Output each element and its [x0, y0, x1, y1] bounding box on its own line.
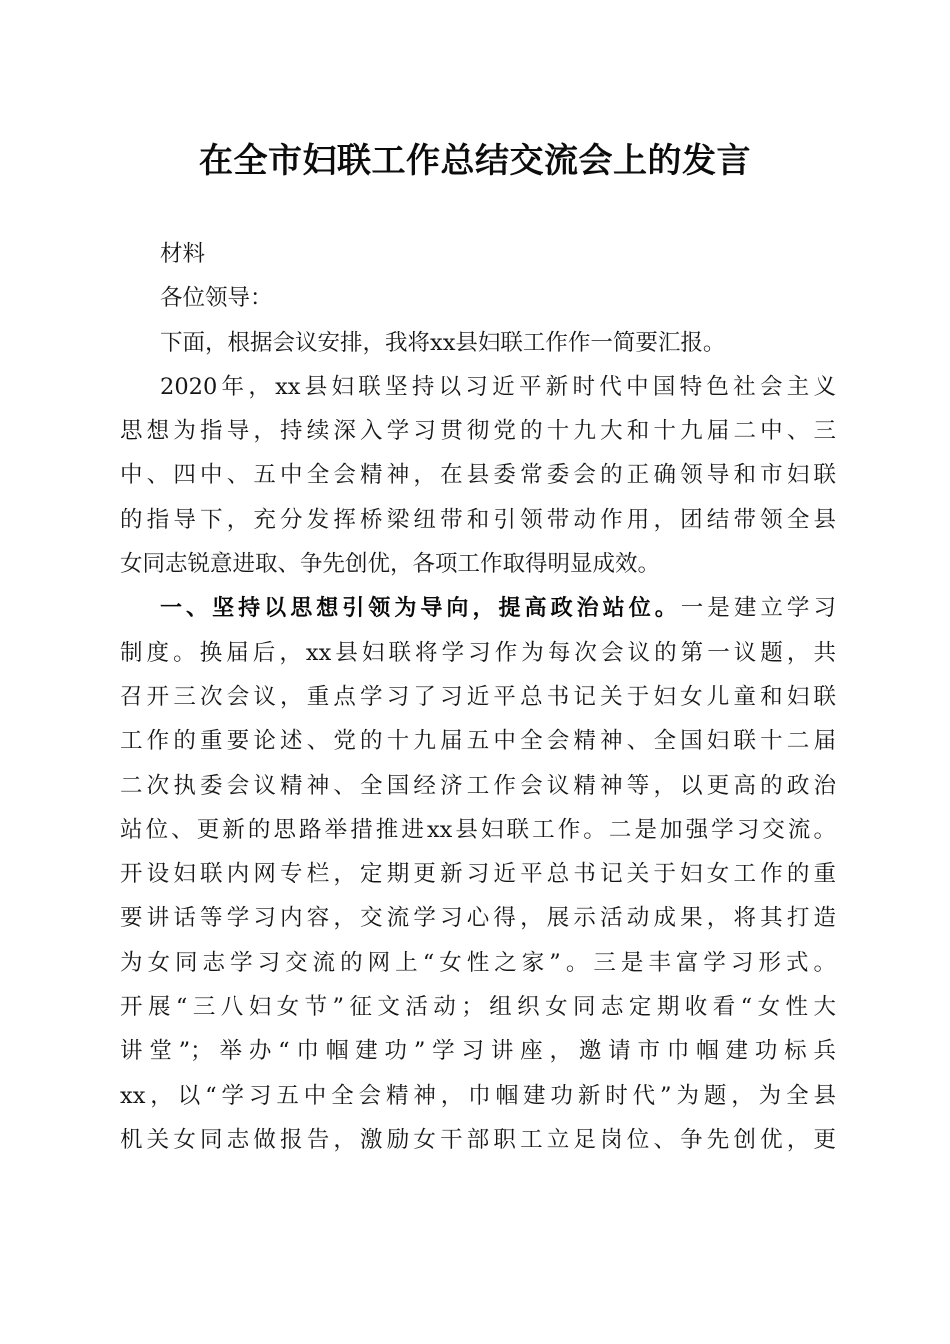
paragraph-line: 召开三次会议，重点学习了习近平总书记关于妇女儿童和妇联 [120, 683, 836, 710]
paragraph-line: 站位、更新的思路举措推进xx县妇联工作。二是加强学习交流。 [120, 816, 836, 843]
paragraph-line: 女同志锐意进取、争先创优，各项工作取得明显成效。 [120, 551, 661, 578]
paragraph-line: 思想为指导，持续深入学习贯彻党的十九大和十九届二中、三 [120, 418, 836, 445]
paragraph-line: 开设妇联内网专栏，定期更新习近平总书记关于妇女工作的重 [120, 861, 836, 888]
paragraph-line: 的指导下，充分发挥桥梁纽带和引领带动作用，团结带领全县 [120, 506, 836, 533]
section-heading: 一、坚持以思想引领为导向，提高政治站位。 [160, 596, 681, 622]
paragraph-line: 机关女同志做报告，激励女干部职工立足岗位、争先创优，更 [120, 1126, 836, 1153]
paragraph-line: xx，以“学习五中全会精神，巾帼建功新时代”为题，为全县 [120, 1082, 836, 1109]
paragraph-line: 为女同志学习交流的网上“女性之家”。三是丰富学习形式。 [120, 949, 836, 976]
section-heading-line [120, 586, 836, 630]
paragraph-line: 二次执委会议精神、全国经济工作会议精神等，以更高的政治 [120, 772, 836, 799]
salutation-line: 各位领导： [160, 285, 273, 312]
section-heading-rest: 一是建立学习 [680, 595, 836, 622]
label-line: 材料 [160, 241, 206, 267]
document-title: 在全市妇联工作总结交流会上的发言 [199, 141, 751, 181]
paragraph-line: 2020年，xx县妇联坚持以习近平新时代中国特色社会主义 [160, 373, 836, 400]
paragraph-line: 讲堂”；举办“巾帼建功”学习讲座，邀请市巾帼建功标兵 [120, 1038, 836, 1065]
paragraph-line: 要讲话等学习内容，交流学习心得，展示活动成果，将其打造 [120, 905, 836, 932]
paragraph-line: 开展“三八妇女节”征文活动；组织女同志定期收看“女性大 [120, 994, 836, 1021]
document-body [120, 232, 836, 1162]
intro-line: 下面，根据会议安排，我将xx县妇联工作作一简要汇报。 [160, 329, 726, 356]
paragraph-line: 中、四中、五中全会精神，在县委常委会的正确领导和市妇联 [120, 462, 836, 489]
paragraph-line: 工作的重要论述、党的十九届五中全会精神、全国妇联十二届 [120, 728, 836, 755]
paragraph-line: 制度。换届后，xx县妇联将学习作为每次会议的第一议题，共 [120, 639, 836, 666]
